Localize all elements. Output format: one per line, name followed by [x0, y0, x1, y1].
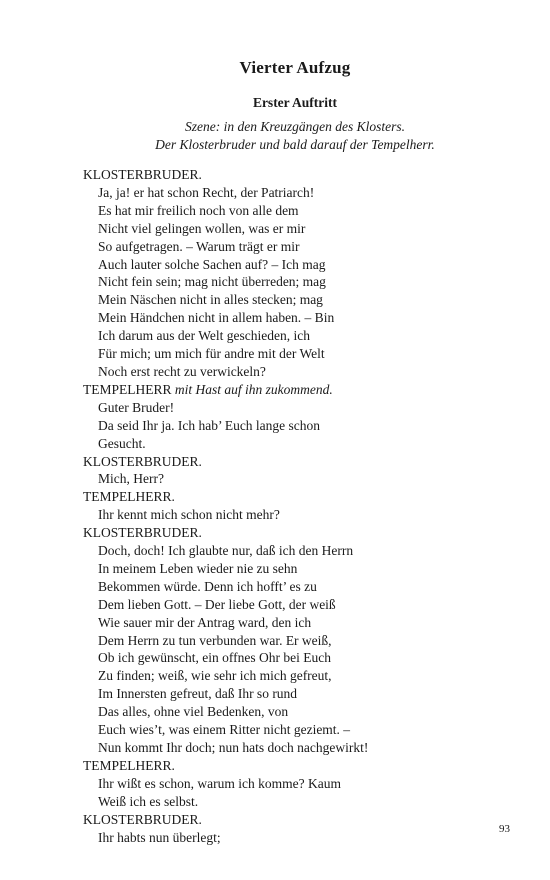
verse-line: Für mich; um mich für andre mit der Welt	[98, 346, 325, 362]
stage-direction-line: Szene: in den Kreuzgängen des Klosters.	[185, 119, 405, 134]
verse-line: Mein Händchen nicht in allem haben. – Bin	[98, 310, 335, 326]
verse-line: Doch, doch! Ich glaubte nur, daß ich den Herrn	[98, 543, 354, 559]
verse-line: Guter Bruder!	[98, 399, 175, 415]
speaker-line	[83, 811, 503, 829]
speaker-line	[83, 757, 503, 775]
verse-line: In meinem Leben wieder nie zu sehn	[98, 560, 298, 576]
verse-line: Noch erst recht zu verwickeln?	[98, 363, 266, 379]
speaker-name: TEMPELHERR.	[83, 757, 175, 773]
verse-line: Ihr kennt mich schon nicht mehr?	[98, 507, 280, 523]
verse-line: Nun kommt Ihr doch; nun hats doch nachgewirkt!	[98, 740, 369, 755]
verse-line: Wie sauer mir der Antrag ward, den ich	[98, 614, 312, 630]
stage-direction: mit Hast auf ihn zukommend.	[174, 381, 333, 397]
verse-line: Ihr habts nun überlegt;	[98, 829, 221, 845]
verse-line: Ob ich gewünscht, ein offnes Ohr bei Euch	[98, 650, 331, 666]
speaker-name: TEMPELHERR.	[83, 489, 175, 505]
scene-title: Erster Auftritt	[252, 95, 338, 110]
speaker-line	[83, 166, 503, 184]
page-number: 93	[499, 823, 510, 835]
verse-line: Zu finden; weiß, wie sehr ich mich gefreut,	[98, 668, 332, 684]
verse-line: Dem lieben Gott. – Der liebe Gott, der weiß	[98, 596, 336, 612]
verse-line: Da seid Ihr ja. Ich hab’ Euch lange schon	[98, 417, 321, 433]
verse-line: So aufgetragen. – Warum trägt er mir	[98, 238, 300, 254]
speaker-name: KLOSTERBRUDER.	[83, 167, 202, 182]
verse-line: Ja, ja! er hat schon Recht, der Patriarch!	[98, 184, 315, 200]
speaker-name: KLOSTERBRUDER.	[83, 453, 202, 469]
speaker-line	[83, 488, 503, 506]
verse-line: Auch lauter solche Sachen auf? – Ich mag	[98, 256, 326, 272]
verse-line: Es hat mir freilich noch von alle dem	[98, 202, 299, 218]
speaker-line	[83, 524, 503, 542]
stage-direction-intro	[0, 118, 550, 153]
stage-direction-line: Der Klosterbruder und bald darauf der Tempelherr.	[155, 136, 435, 152]
verse-line: Ich darum aus der Welt geschieden, ich	[98, 328, 310, 344]
verse-line: Im Innersten gefreut, daß Ihr so rund	[98, 686, 298, 702]
verse-line: Mich, Herr?	[98, 471, 164, 487]
speaker-line	[83, 381, 503, 399]
verse-line: Nicht viel gelingen wollen, was er mir	[98, 220, 306, 236]
verse-line: Gesucht.	[98, 435, 146, 451]
speaker-name: KLOSTERBRUDER.	[83, 811, 202, 827]
act-title: Vierter Aufzug	[239, 58, 351, 77]
verse-line: Ihr wißt es schon, warum ich komme? Kaum	[98, 775, 341, 791]
verse-line: Euch wies’t, was einem Ritter nicht geziemt. –	[98, 722, 351, 738]
speaker-name: KLOSTERBRUDER.	[83, 525, 202, 541]
speaker-line	[83, 453, 503, 471]
dialogue-text	[83, 166, 503, 846]
speaker-name: TEMPELHERR	[83, 381, 172, 397]
verse-line: Mein Näschen nicht in alles stecken; mag	[98, 292, 323, 308]
verse-line: Bekommen würde. Denn ich hofft’ es zu	[98, 578, 317, 594]
verse-line: Dem Herrn zu tun verbunden war. Er weiß,	[98, 632, 332, 648]
verse-line: Weiß ich es selbst.	[98, 793, 199, 809]
verse-line: Nicht fein sein; mag nicht überreden; mag	[98, 274, 326, 290]
verse-line: Das alles, ohne viel Bedenken, von	[98, 704, 289, 720]
